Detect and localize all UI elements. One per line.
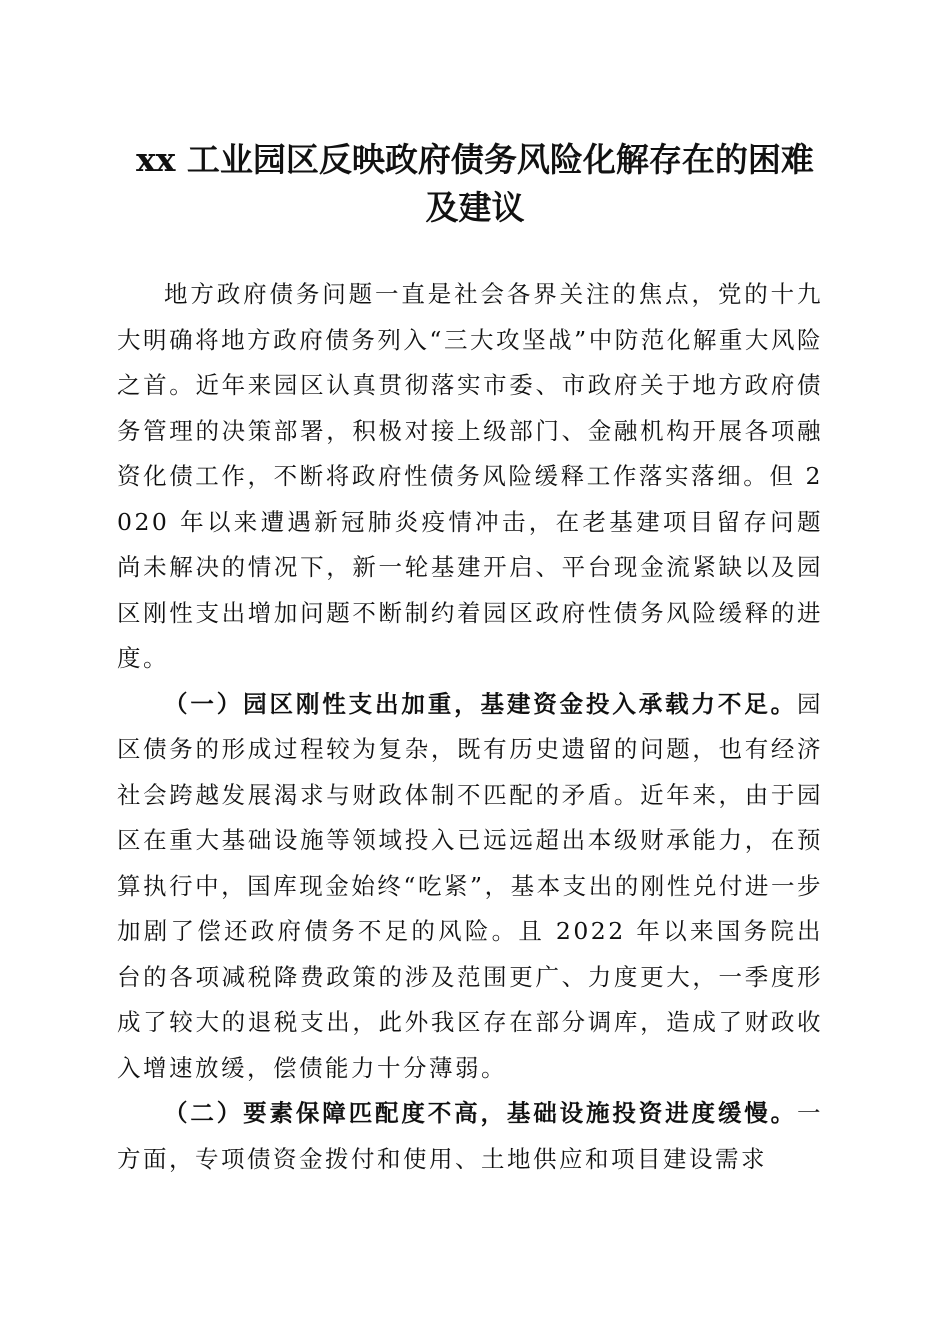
document-body bbox=[117, 272, 823, 1182]
paragraph-section-1 bbox=[117, 682, 823, 1092]
document-title: xx 工业园区反映政府债务风险化解存在的困难及建议 bbox=[136, 140, 814, 227]
section-2-text: 一方面，专项债资金拨付和使用、土地供应和项目建设需求 bbox=[117, 1099, 823, 1173]
paragraph-section-2 bbox=[117, 1091, 823, 1182]
section-2-heading: （二）要素保障匹配度不高，基础设施投资进度缓慢。 bbox=[164, 1099, 797, 1127]
paragraph-intro-text: 地方政府债务问题一直是社会各界关注的焦点，党的十九大明确将地方政府债务列入“三大攻坚战”中防范化解重大风险之首。近年来园区认真贯彻落实市委、市政府关于地方政府债务管理的决策部署，积极对接上级部门、金融机构开展各项融资化债工作，不断将政府性债务风险缓释工作落实落细。但 2020 年以来遭遇新冠肺炎疫情冲击，在老基建项目留存问题尚未解决的情况下，新一轮基建开启、平台现金流紧缺以及园区刚性支出增加问题不断制约着园区政府性债务风险缓释的进度。 bbox=[117, 280, 823, 672]
section-1-text: 园区债务的形成过程较为复杂，既有历史遗留的问题，也有经济社会跨越发展渴求与财政体制不匹配的矛盾。近年来，由于园区在重大基础设施等领域投入已远远超出本级财承能力，在预算执行中，国库现金始终“吃紧”，基本支出的刚性兑付进一步加剧了偿还政府债务不足的风险。且 2022 年以来国务院出台的各项减税降费政策的涉及范围更广、力度更大，一季度形成了较大的退税支出，此外我区存在部分调库，造成了财政收入增速放缓，偿债能力十分薄弱。 bbox=[117, 689, 823, 1082]
section-1-heading: （一）园区刚性支出加重，基建资金投入承载力不足。 bbox=[164, 689, 797, 718]
paragraph-intro bbox=[117, 272, 823, 682]
